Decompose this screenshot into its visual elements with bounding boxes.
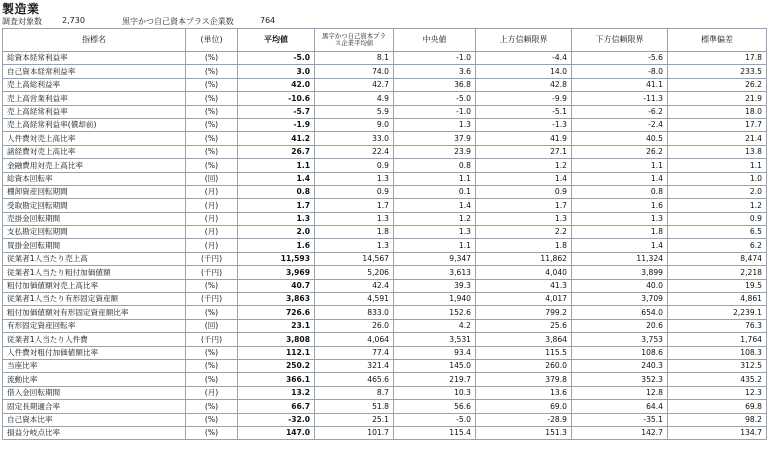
unit-cell: (千円) <box>186 333 238 346</box>
median-cell: 3.6 <box>394 65 476 78</box>
table-row <box>3 118 767 131</box>
profitable-average-cell: 5.9 <box>315 105 394 118</box>
average-cell: 112.1 <box>238 346 315 359</box>
median-cell: 1.3 <box>394 226 476 239</box>
profitable-average-cell: 465.6 <box>315 373 394 386</box>
indicator-name-cell: 総資本回転率 <box>3 172 186 185</box>
upper-limit-cell: 1.8 <box>476 239 572 252</box>
column-header-lower-limit: 下方信頼限界 <box>572 29 668 52</box>
column-header-profitable-average: 黒字かつ自己資本プラス企業平均値 <box>315 29 394 52</box>
std-dev-cell: 1.0 <box>668 172 767 185</box>
unit-cell: (月) <box>186 226 238 239</box>
lower-limit-cell: 352.3 <box>572 373 668 386</box>
median-cell: 3,613 <box>394 266 476 279</box>
average-cell: -10.6 <box>238 92 315 105</box>
upper-limit-cell: -28.9 <box>476 413 572 426</box>
lower-limit-cell: 1.8 <box>572 226 668 239</box>
indicator-name-cell: 当座比率 <box>3 359 186 372</box>
average-cell: 11,593 <box>238 252 315 265</box>
median-cell: -1.0 <box>394 52 476 65</box>
upper-limit-cell: 14.0 <box>476 65 572 78</box>
upper-limit-cell: 1.4 <box>476 172 572 185</box>
median-cell: -5.0 <box>394 413 476 426</box>
median-cell: 93.4 <box>394 346 476 359</box>
lower-limit-cell: -5.6 <box>572 52 668 65</box>
unit-cell: (%) <box>186 279 238 292</box>
lower-limit-cell: -6.2 <box>572 105 668 118</box>
std-dev-cell: 76.3 <box>668 319 767 332</box>
median-cell: 39.3 <box>394 279 476 292</box>
average-cell: 2.0 <box>238 226 315 239</box>
std-dev-cell: 18.0 <box>668 105 767 118</box>
std-dev-cell: 1,764 <box>668 333 767 346</box>
upper-limit-cell: 41.9 <box>476 132 572 145</box>
table-row <box>3 105 767 118</box>
indicator-name-cell: 粗付加価値額対有形固定資産額比率 <box>3 306 186 319</box>
lower-limit-cell: 3,753 <box>572 333 668 346</box>
average-cell: 26.7 <box>238 145 315 158</box>
profitable-average-cell: 0.9 <box>315 185 394 198</box>
average-cell: -5.0 <box>238 52 315 65</box>
average-cell: 1.4 <box>238 172 315 185</box>
std-dev-cell: 8,474 <box>668 252 767 265</box>
median-cell: -1.0 <box>394 105 476 118</box>
median-cell: -5.0 <box>394 92 476 105</box>
unit-cell: (%) <box>186 346 238 359</box>
unit-cell: (%) <box>186 92 238 105</box>
std-dev-cell: 6.5 <box>668 226 767 239</box>
std-dev-cell: 13.8 <box>668 145 767 158</box>
survey-count-value: 2,730 <box>62 16 85 25</box>
std-dev-cell: 69.8 <box>668 400 767 413</box>
indicator-name-cell: 棚卸資産回転期間 <box>3 185 186 198</box>
lower-limit-cell: 40.5 <box>572 132 668 145</box>
median-cell: 1.3 <box>394 118 476 131</box>
std-dev-cell: 2,218 <box>668 266 767 279</box>
median-cell: 219.7 <box>394 373 476 386</box>
average-cell: 3,969 <box>238 266 315 279</box>
median-cell: 4.2 <box>394 319 476 332</box>
profitable-average-cell: 5,206 <box>315 266 394 279</box>
column-header-upper-limit: 上方信頼限界 <box>476 29 572 52</box>
profitable-average-cell: 51.8 <box>315 400 394 413</box>
median-cell: 1.1 <box>394 172 476 185</box>
column-header-unit: (単位) <box>186 29 238 52</box>
upper-limit-cell: 25.6 <box>476 319 572 332</box>
indicator-name-cell: 自己資本経常利益率 <box>3 65 186 78</box>
profitable-average-cell: 26.0 <box>315 319 394 332</box>
indicator-name-cell: 売上高経常利益率(償却前) <box>3 118 186 131</box>
profitable-average-cell: 74.0 <box>315 65 394 78</box>
profitable-count-label: 黒字かつ自己資本プラス企業数 <box>122 17 234 26</box>
lower-limit-cell: 12.8 <box>572 386 668 399</box>
statistics-table <box>2 28 767 440</box>
lower-limit-cell: 20.6 <box>572 319 668 332</box>
std-dev-cell: 98.2 <box>668 413 767 426</box>
unit-cell: (%) <box>186 65 238 78</box>
median-cell: 0.1 <box>394 185 476 198</box>
column-header-std-dev: 標準偏差 <box>668 29 767 52</box>
average-cell: 13.2 <box>238 386 315 399</box>
table-row <box>3 52 767 65</box>
profitable-average-cell: 1.7 <box>315 199 394 212</box>
upper-limit-cell: 4,040 <box>476 266 572 279</box>
average-cell: 726.6 <box>238 306 315 319</box>
indicator-name-cell: 自己資本比率 <box>3 413 186 426</box>
table-row <box>3 78 767 91</box>
lower-limit-cell: 1.4 <box>572 239 668 252</box>
unit-cell: (%) <box>186 105 238 118</box>
indicator-name-cell: 諸経費対売上高比率 <box>3 145 186 158</box>
table-row <box>3 92 767 105</box>
unit-cell: (%) <box>186 118 238 131</box>
median-cell: 10.3 <box>394 386 476 399</box>
table-row <box>3 319 767 332</box>
indicator-name-cell: 有形固定資産回転率 <box>3 319 186 332</box>
average-cell: 147.0 <box>238 426 315 439</box>
profitable-average-cell: 0.9 <box>315 159 394 172</box>
unit-cell: (回) <box>186 319 238 332</box>
std-dev-cell: 17.8 <box>668 52 767 65</box>
average-cell: 1.7 <box>238 199 315 212</box>
table-row <box>3 172 767 185</box>
average-cell: 366.1 <box>238 373 315 386</box>
upper-limit-cell: -1.3 <box>476 118 572 131</box>
unit-cell: (月) <box>186 386 238 399</box>
profitable-average-cell: 4,064 <box>315 333 394 346</box>
lower-limit-cell: 240.3 <box>572 359 668 372</box>
indicator-name-cell: 人件費対粗付加価値額比率 <box>3 346 186 359</box>
table-row <box>3 226 767 239</box>
average-cell: 1.6 <box>238 239 315 252</box>
lower-limit-cell: -35.1 <box>572 413 668 426</box>
std-dev-cell: 2,239.1 <box>668 306 767 319</box>
unit-cell: (%) <box>186 78 238 91</box>
std-dev-cell: 134.7 <box>668 426 767 439</box>
median-cell: 1.2 <box>394 212 476 225</box>
average-cell: 40.7 <box>238 279 315 292</box>
median-cell: 152.6 <box>394 306 476 319</box>
profitable-average-cell: 1.3 <box>315 239 394 252</box>
profitable-average-cell: 1.3 <box>315 212 394 225</box>
unit-cell: (%) <box>186 359 238 372</box>
profitable-average-cell: 101.7 <box>315 426 394 439</box>
unit-cell: (千円) <box>186 252 238 265</box>
std-dev-cell: 17.7 <box>668 118 767 131</box>
table-row <box>3 252 767 265</box>
average-cell: 1.3 <box>238 212 315 225</box>
unit-cell: (月) <box>186 212 238 225</box>
table-row <box>3 185 767 198</box>
upper-limit-cell: 4,017 <box>476 293 572 306</box>
std-dev-cell: 4,861 <box>668 293 767 306</box>
upper-limit-cell: 1.2 <box>476 159 572 172</box>
lower-limit-cell: 0.8 <box>572 185 668 198</box>
lower-limit-cell: 26.2 <box>572 145 668 158</box>
profitable-average-cell: 1.3 <box>315 172 394 185</box>
profitable-average-cell: 1.8 <box>315 226 394 239</box>
page-title: 製造業 <box>2 2 40 16</box>
profitable-average-cell: 321.4 <box>315 359 394 372</box>
average-cell: 3,863 <box>238 293 315 306</box>
std-dev-cell: 26.2 <box>668 78 767 91</box>
upper-limit-cell: 42.8 <box>476 78 572 91</box>
median-cell: 37.9 <box>394 132 476 145</box>
average-cell: 3,808 <box>238 333 315 346</box>
upper-limit-cell: 799.2 <box>476 306 572 319</box>
indicator-name-cell: 総資本経常利益率 <box>3 52 186 65</box>
average-cell: 250.2 <box>238 359 315 372</box>
indicator-name-cell: 流動比率 <box>3 373 186 386</box>
profitable-average-cell: 33.0 <box>315 132 394 145</box>
indicator-name-cell: 従業者1人当たり有形固定資産額 <box>3 293 186 306</box>
upper-limit-cell: 1.3 <box>476 212 572 225</box>
unit-cell: (%) <box>186 373 238 386</box>
upper-limit-cell: 2.2 <box>476 226 572 239</box>
median-cell: 56.6 <box>394 400 476 413</box>
std-dev-cell: 312.5 <box>668 359 767 372</box>
indicator-name-cell: 損益分岐点比率 <box>3 426 186 439</box>
profitable-average-cell: 8.1 <box>315 52 394 65</box>
table-row <box>3 279 767 292</box>
indicator-name-cell: 人件費対売上高比率 <box>3 132 186 145</box>
lower-limit-cell: -2.4 <box>572 118 668 131</box>
upper-limit-cell: 115.5 <box>476 346 572 359</box>
table-row <box>3 293 767 306</box>
table-row <box>3 65 767 78</box>
unit-cell: (%) <box>186 306 238 319</box>
std-dev-cell: 1.1 <box>668 159 767 172</box>
table-row <box>3 132 767 145</box>
std-dev-cell: 435.2 <box>668 373 767 386</box>
std-dev-cell: 0.9 <box>668 212 767 225</box>
table-row <box>3 426 767 439</box>
unit-cell: (月) <box>186 239 238 252</box>
profitable-average-cell: 14,567 <box>315 252 394 265</box>
lower-limit-cell: 108.6 <box>572 346 668 359</box>
unit-cell: (月) <box>186 185 238 198</box>
upper-limit-cell: -5.1 <box>476 105 572 118</box>
indicator-name-cell: 借入金回転期間 <box>3 386 186 399</box>
table-row <box>3 239 767 252</box>
table-row <box>3 145 767 158</box>
average-cell: 1.1 <box>238 159 315 172</box>
table-row <box>3 413 767 426</box>
std-dev-cell: 1.2 <box>668 199 767 212</box>
indicator-name-cell: 従業者1人当たり粗付加価値額 <box>3 266 186 279</box>
profitable-average-cell: 8.7 <box>315 386 394 399</box>
unit-cell: (%) <box>186 132 238 145</box>
table-row <box>3 199 767 212</box>
table-header-row <box>3 29 767 52</box>
table-row <box>3 212 767 225</box>
median-cell: 23.9 <box>394 145 476 158</box>
lower-limit-cell: 142.7 <box>572 426 668 439</box>
profitable-average-cell: 25.1 <box>315 413 394 426</box>
upper-limit-cell: -9.9 <box>476 92 572 105</box>
table-row <box>3 159 767 172</box>
unit-cell: (%) <box>186 413 238 426</box>
profitable-average-cell: 4,591 <box>315 293 394 306</box>
table-row <box>3 333 767 346</box>
upper-limit-cell: 151.3 <box>476 426 572 439</box>
table-row <box>3 346 767 359</box>
indicator-name-cell: 従業者1人当たり人件費 <box>3 333 186 346</box>
indicator-name-cell: 売上高総利益率 <box>3 78 186 91</box>
upper-limit-cell: 13.6 <box>476 386 572 399</box>
lower-limit-cell: 11,324 <box>572 252 668 265</box>
column-header-indicator: 指標名 <box>3 29 186 52</box>
median-cell: 1,940 <box>394 293 476 306</box>
profitable-average-cell: 22.4 <box>315 145 394 158</box>
column-header-median: 中央値 <box>394 29 476 52</box>
unit-cell: (千円) <box>186 266 238 279</box>
std-dev-cell: 6.2 <box>668 239 767 252</box>
indicator-name-cell: 売上高経常利益率 <box>3 105 186 118</box>
upper-limit-cell: -4.4 <box>476 52 572 65</box>
average-cell: 41.2 <box>238 132 315 145</box>
upper-limit-cell: 0.9 <box>476 185 572 198</box>
unit-cell: (%) <box>186 159 238 172</box>
indicator-name-cell: 粗付加価値額対売上高比率 <box>3 279 186 292</box>
table-row <box>3 373 767 386</box>
upper-limit-cell: 1.7 <box>476 199 572 212</box>
unit-cell: (千円) <box>186 293 238 306</box>
median-cell: 36.8 <box>394 78 476 91</box>
average-cell: 3.0 <box>238 65 315 78</box>
survey-count-label: 調査対象数 <box>2 17 42 26</box>
indicator-name-cell: 売上高営業利益率 <box>3 92 186 105</box>
unit-cell: (回) <box>186 172 238 185</box>
median-cell: 9,347 <box>394 252 476 265</box>
profitable-average-cell: 77.4 <box>315 346 394 359</box>
std-dev-cell: 21.4 <box>668 132 767 145</box>
lower-limit-cell: 3,899 <box>572 266 668 279</box>
profitable-average-cell: 9.0 <box>315 118 394 131</box>
lower-limit-cell: 1.3 <box>572 212 668 225</box>
median-cell: 3,531 <box>394 333 476 346</box>
upper-limit-cell: 41.3 <box>476 279 572 292</box>
upper-limit-cell: 3,864 <box>476 333 572 346</box>
average-cell: -32.0 <box>238 413 315 426</box>
unit-cell: (%) <box>186 52 238 65</box>
unit-cell: (%) <box>186 145 238 158</box>
profitable-average-cell: 833.0 <box>315 306 394 319</box>
table-body <box>3 52 767 440</box>
indicator-name-cell: 買掛金回転期間 <box>3 239 186 252</box>
std-dev-cell: 2.0 <box>668 185 767 198</box>
profitable-count-value: 764 <box>260 16 276 25</box>
average-cell: 0.8 <box>238 185 315 198</box>
average-cell: -5.7 <box>238 105 315 118</box>
lower-limit-cell: -11.3 <box>572 92 668 105</box>
unit-cell: (%) <box>186 426 238 439</box>
std-dev-cell: 21.9 <box>668 92 767 105</box>
upper-limit-cell: 260.0 <box>476 359 572 372</box>
indicator-name-cell: 支払勘定回転期間 <box>3 226 186 239</box>
lower-limit-cell: 40.0 <box>572 279 668 292</box>
lower-limit-cell: 64.4 <box>572 400 668 413</box>
unit-cell: (%) <box>186 400 238 413</box>
upper-limit-cell: 379.8 <box>476 373 572 386</box>
median-cell: 145.0 <box>394 359 476 372</box>
table-row <box>3 400 767 413</box>
table-row <box>3 359 767 372</box>
indicator-name-cell: 固定長期適合率 <box>3 400 186 413</box>
median-cell: 1.4 <box>394 199 476 212</box>
lower-limit-cell: -8.0 <box>572 65 668 78</box>
average-cell: -1.9 <box>238 118 315 131</box>
upper-limit-cell: 27.1 <box>476 145 572 158</box>
median-cell: 0.8 <box>394 159 476 172</box>
upper-limit-cell: 69.0 <box>476 400 572 413</box>
average-cell: 66.7 <box>238 400 315 413</box>
profitable-average-cell: 42.7 <box>315 78 394 91</box>
unit-cell: (月) <box>186 199 238 212</box>
indicator-name-cell: 売掛金回転期間 <box>3 212 186 225</box>
lower-limit-cell: 654.0 <box>572 306 668 319</box>
lower-limit-cell: 1.4 <box>572 172 668 185</box>
upper-limit-cell: 11,862 <box>476 252 572 265</box>
median-cell: 1.1 <box>394 239 476 252</box>
column-header-average: 平均値 <box>238 29 315 52</box>
table-row <box>3 386 767 399</box>
table-row <box>3 306 767 319</box>
lower-limit-cell: 3,709 <box>572 293 668 306</box>
average-cell: 23.1 <box>238 319 315 332</box>
std-dev-cell: 12.3 <box>668 386 767 399</box>
lower-limit-cell: 41.1 <box>572 78 668 91</box>
lower-limit-cell: 1.6 <box>572 199 668 212</box>
profitable-average-cell: 4.9 <box>315 92 394 105</box>
profitable-average-cell: 42.4 <box>315 279 394 292</box>
indicator-name-cell: 金融費用対売上高比率 <box>3 159 186 172</box>
std-dev-cell: 108.3 <box>668 346 767 359</box>
indicator-name-cell: 受取勘定回転期間 <box>3 199 186 212</box>
lower-limit-cell: 1.1 <box>572 159 668 172</box>
indicator-name-cell: 従業者1人当たり売上高 <box>3 252 186 265</box>
average-cell: 42.0 <box>238 78 315 91</box>
std-dev-cell: 19.5 <box>668 279 767 292</box>
table-row <box>3 266 767 279</box>
std-dev-cell: 233.5 <box>668 65 767 78</box>
median-cell: 115.4 <box>394 426 476 439</box>
